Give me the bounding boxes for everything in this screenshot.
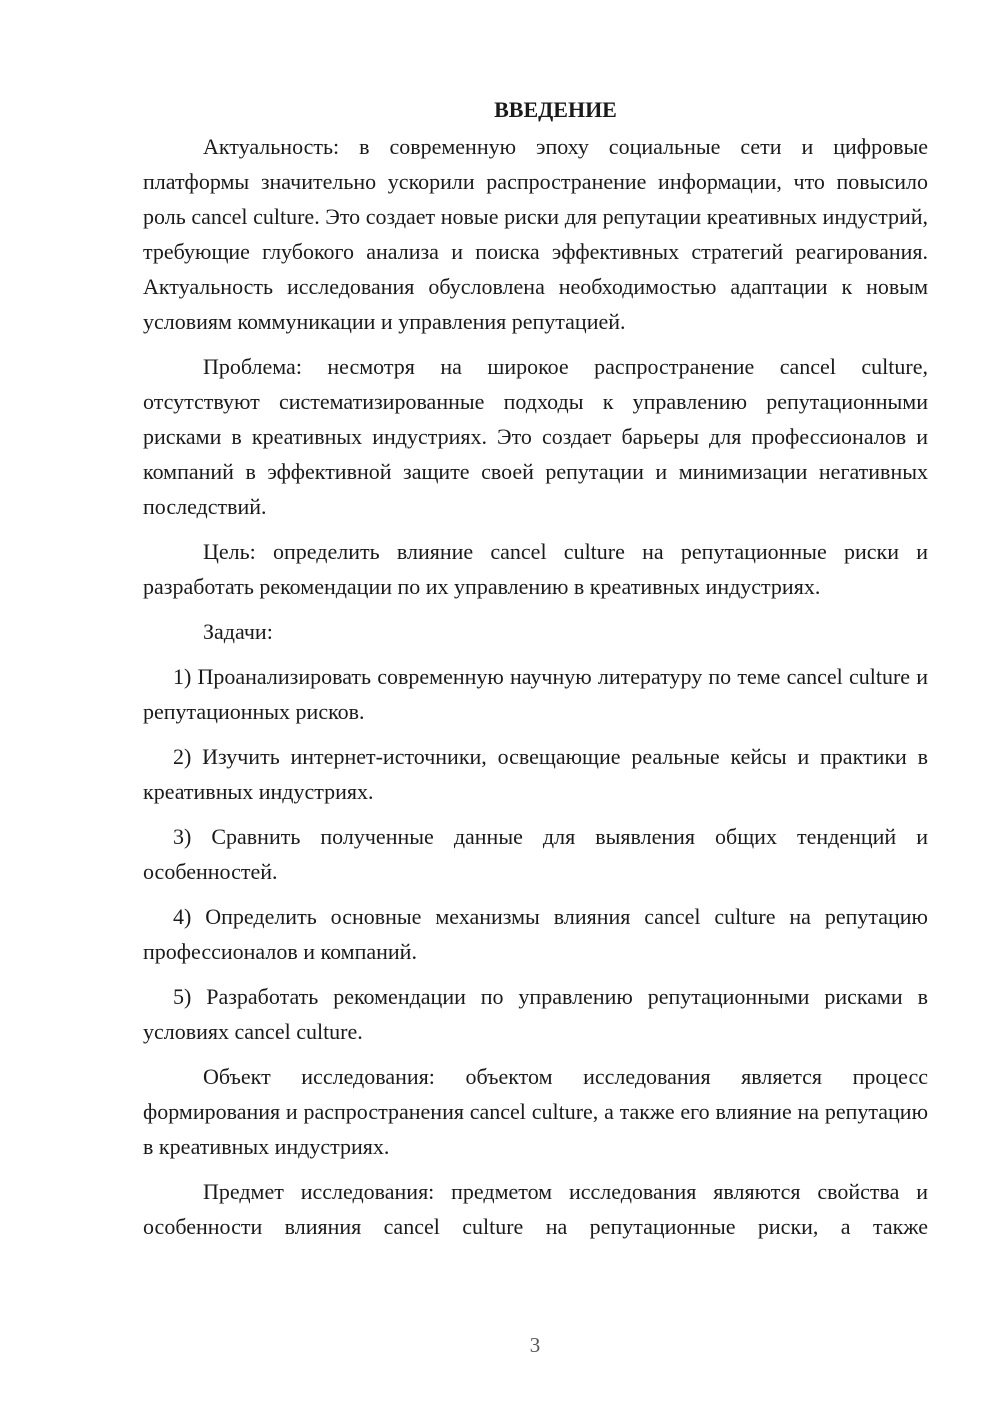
task-item-2: 2) Изучить интернет-источники, освещающие реальные кейсы и практики в креативных индустриях. (143, 744, 928, 804)
task-item-5: 5) Разработать рекомендации по управлению репутационными рисками в условиях cancel culture. (143, 984, 928, 1044)
paragraph-goal: Цель: определить влияние cancel culture на репутационные риски и разработать рекомендации по их управлению в креативных индустриях. (143, 539, 928, 599)
page-number: 3 (529, 1333, 541, 1357)
task-item-1: 1) Проанализировать современную научную литературу по теме cancel culture и репутационных рисков. (143, 664, 928, 724)
paragraph-relevance: Актуальность: в современную эпоху социальные сети и цифровые платформы значительно ускорили распространение информации, что повысило роль cancel culture. Это создает новые риски для репутации креативных индустрий, требующие глубокого анализа и поиска эффективных стратегий реагирования. Актуальность исследования обусловлена необходимостью адаптации к новым условиям коммуникации и управления репутацией. (143, 134, 928, 334)
paragraph-tasks-heading: Задачи: (203, 619, 273, 644)
task-item-4: 4) Определить основные механизмы влияния cancel culture на репутацию профессионалов и компаний. (143, 904, 928, 964)
paragraph-problem: Проблема: несмотря на широкое распространение cancel culture, отсутствуют систематизированные подходы к управлению репутационными рисками в креативных индустриях. Это создает барьеры для профессионалов и компаний в эффективной защите своей репутации и минимизации негативных последствий. (143, 354, 928, 519)
page-content (143, 92, 928, 1254)
task-item-3: 3) Сравнить полученные данные для выявления общих тенденций и особенностей. (143, 824, 928, 884)
paragraph-subject: Предмет исследования: предметом исследования являются свойства и особенности влияния cancel culture на репутационные риски, а также (143, 1179, 928, 1239)
paragraph-object: Объект исследования: объектом исследования является процесс формирования и распространения cancel culture, а также его влияние на репутацию в креативных индустриях. (143, 1064, 928, 1159)
section-title: ВВЕДЕНИЕ (494, 97, 617, 122)
